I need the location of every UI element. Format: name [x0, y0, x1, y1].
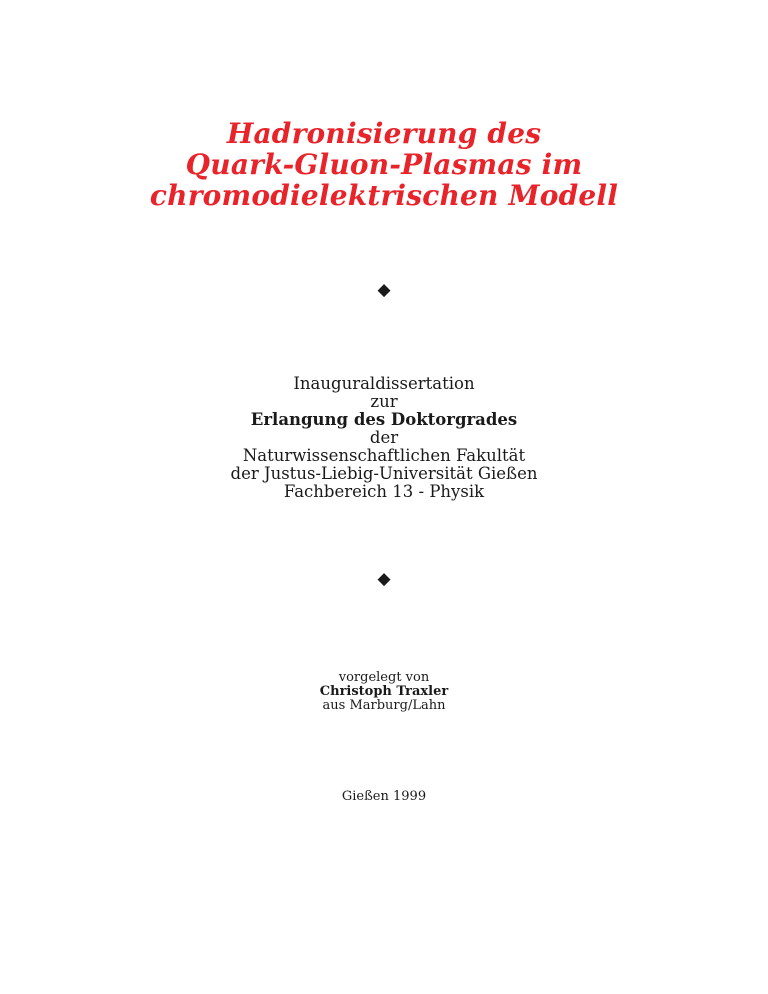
dissertation-statement	[0, 375, 768, 501]
dissertation-line-1: Inauguraldissertation	[293, 374, 475, 393]
dissertation-line-3: Erlangung des Doktorgrades	[250, 410, 518, 429]
author-origin: aus Marburg/Lahn	[322, 698, 446, 713]
diamond-ornament-icon: ◆	[377, 280, 391, 300]
title-line-1: Hadronisierung des	[226, 117, 542, 150]
title-line-3: chromodielektrischen Modell	[149, 179, 619, 212]
dissertation-line-5: Naturwissenschaftlichen Fakultät	[242, 446, 526, 465]
dissertation-line-4: der	[369, 428, 399, 447]
place-and-year: Gießen 1999	[341, 789, 427, 804]
author-name: Christoph Traxler	[319, 684, 449, 699]
dissertation-line-2: zur	[370, 392, 398, 411]
title-line-2: Quark-Gluon-Plasmas im	[185, 148, 583, 181]
thesis-title	[0, 118, 768, 211]
presented-by-label: vorgelegt von	[338, 670, 430, 685]
diamond-ornament-icon: ◆	[377, 569, 391, 589]
author-block	[0, 671, 768, 713]
dissertation-line-7: Fachbereich 13 - Physik	[283, 482, 485, 501]
dissertation-line-6: der Justus-Liebig-Universität Gießen	[230, 464, 538, 483]
